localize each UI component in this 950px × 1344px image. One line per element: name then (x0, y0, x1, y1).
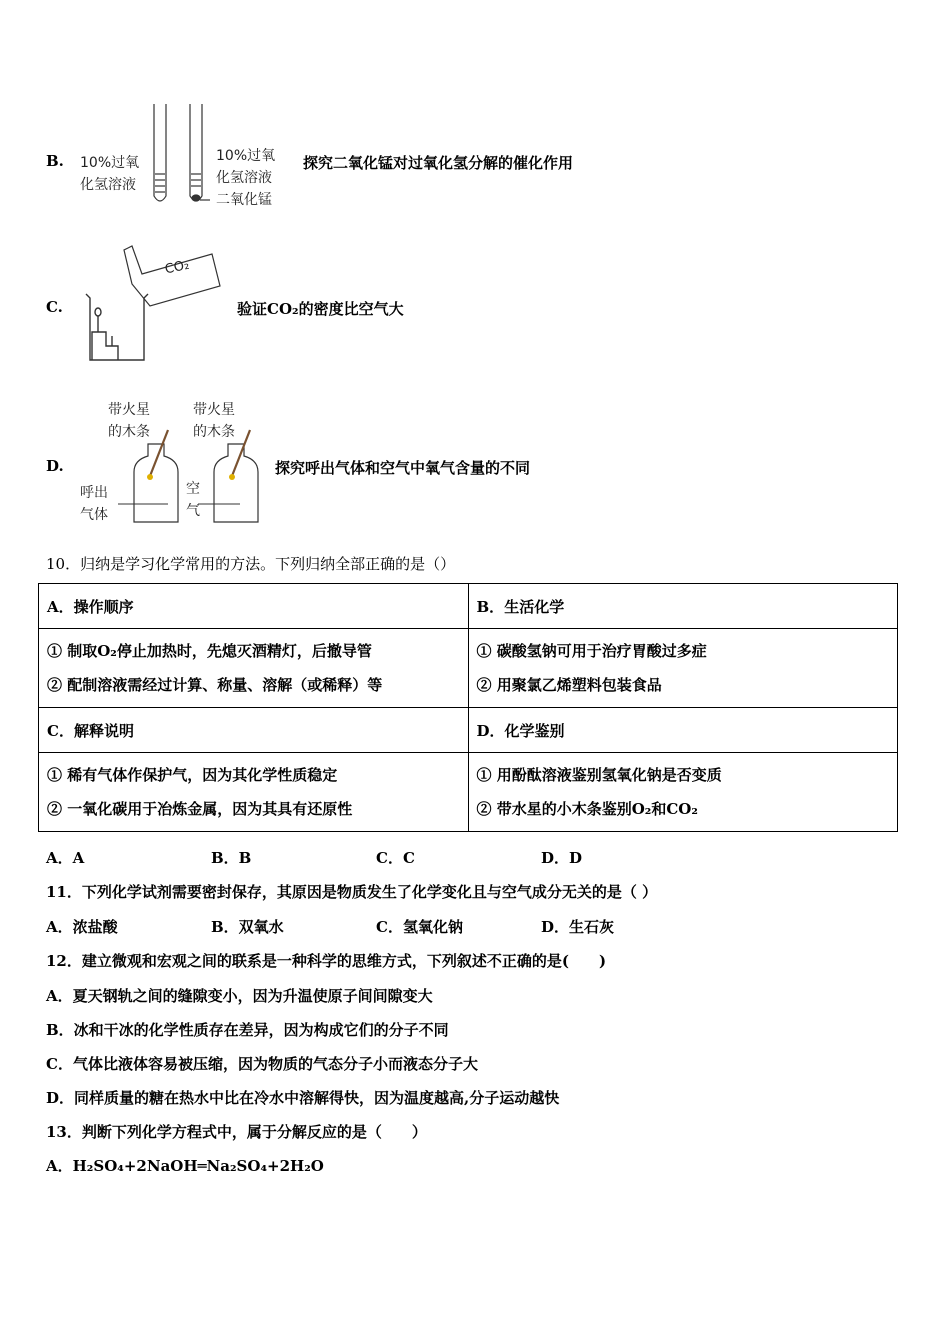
cell-c-head-letter: C． (47, 721, 74, 740)
right-stick-label-2: 的木条 (193, 424, 235, 440)
test-tubes-diagram (148, 100, 218, 212)
question-13-stem: 13．判断下列化学方程式中，属于分解反应的是（ ） (46, 1123, 427, 1141)
test-tube-left-label-2: 化氢溶液 (80, 177, 136, 193)
question-10-choice-a[interactable]: A．A (46, 849, 85, 867)
question-11-choice-d[interactable]: D．生石灰 (541, 918, 615, 936)
question-11-choice-b[interactable]: B．双氧水 (211, 918, 284, 936)
cell-c-item-2: ② 一氧化碳用于冶炼金属，因为其具有还原性 (47, 800, 353, 818)
question-11-stem: 11．下列化学试剂需要密封保存，其原因是物质发生了化学变化且与空气成分无关的是（ ） (46, 883, 658, 901)
option-d-letter: D. (46, 457, 64, 475)
gas-bottle-left-icon (134, 444, 178, 522)
option-b-caption: 探究二氧化锰对过氧化氢分解的催化作用 (303, 154, 574, 172)
cell-a-head (39, 584, 469, 629)
cell-d-item-1: ① 用酚酞溶液鉴别氢氧化钠是否变质 (476, 766, 722, 784)
test-tube-right-label-3: 二氧化锰 (216, 192, 272, 208)
question-11-choice-a[interactable]: A．浓盐酸 (46, 918, 118, 936)
question-12-choice-d[interactable]: D．同样质量的糖在热水中比在冷水中溶解得快，因为温度越高,分子运动越快 (46, 1089, 560, 1107)
question-12-stem: 12．建立微观和宏观之间的联系是一种科学的思维方式，下列叙述不正确的是( ) (46, 952, 607, 970)
cell-d-head-title: 化学鉴别 (504, 721, 565, 740)
cell-c-head (39, 708, 469, 753)
option-b-letter: B. (46, 152, 64, 170)
right-gas-label-1: 空 (186, 481, 200, 497)
question-10-choice-c[interactable]: C．C (376, 849, 415, 867)
cell-b-head (468, 584, 898, 629)
option-c-caption: 验证CO₂的密度比空气大 (237, 300, 404, 318)
test-tube-right-icon (190, 104, 210, 201)
question-12-choice-c[interactable]: C．气体比液体容易被压缩，因为物质的气态分子小而液态分子大 (46, 1055, 478, 1073)
wooden-stick-right-icon (232, 430, 250, 476)
question-11-choice-c[interactable]: C．氢氧化钠 (376, 918, 463, 936)
question-10-choice-d[interactable]: D．D (541, 849, 583, 867)
cell-d-head-letter: D． (476, 721, 505, 740)
left-stick-label-1: 带火星 (108, 402, 150, 418)
cell-a-body (39, 629, 469, 708)
cell-a-item-2: ② 配制溶液需经过计算、称量、溶解（或稀释）等 (47, 676, 383, 694)
cell-b-item-2: ② 用聚氯乙烯塑料包装食品 (476, 676, 662, 694)
cell-c-body (39, 753, 469, 832)
gas-bottle-right-icon (214, 444, 258, 522)
right-gas-label-2: 气 (186, 503, 200, 519)
option-d-caption: 探究呼出气体和空气中氧气含量的不同 (275, 459, 531, 477)
question-10-table (38, 583, 898, 832)
wooden-stick-left-icon (150, 430, 168, 476)
question-13-choice-a[interactable]: A．H₂SO₄+2NaOH═Na₂SO₄+2H₂O (46, 1157, 324, 1175)
right-stick-label-1: 带火星 (193, 402, 235, 418)
cell-a-head-letter: A． (47, 597, 74, 616)
test-tube-right-label-1: 10%过氧 (216, 148, 276, 164)
cell-d-head (468, 708, 898, 753)
left-stick-label-2: 的木条 (108, 424, 150, 440)
ember-left-icon (147, 474, 153, 480)
test-tube-left-icon (154, 104, 166, 201)
beaker-icon (86, 294, 148, 360)
cell-c-head-title: 解释说明 (73, 721, 134, 740)
cell-a-head-title: 操作顺序 (73, 597, 134, 616)
cell-c-item-1: ① 稀有气体作保护气，因为其化学性质稳定 (47, 766, 338, 784)
cell-b-body (468, 629, 898, 708)
question-12-choice-b[interactable]: B．冰和干冰的化学性质存在差异，因为构成它们的分子不同 (46, 1021, 449, 1039)
question-10-choice-b[interactable]: B．B (211, 849, 252, 867)
cell-d-item-2: ② 带水星的小木条鉴别O₂和CO₂ (476, 800, 698, 818)
co2-bottle-label: CO₂ (163, 257, 191, 278)
question-12-choice-a[interactable]: A．夏天钢轨之间的缝隙变小，因为升温使原子间间隙变大 (46, 987, 433, 1005)
test-tube-left-label-1: 10%过氧 (80, 155, 140, 171)
test-tube-right-label-2: 化氢溶液 (216, 170, 272, 186)
cell-b-head-letter: B． (476, 597, 505, 616)
question-10-stem: 10．归纳是学习化学常用的方法。下列归纳全部正确的是（） (46, 555, 456, 573)
left-gas-label-1: 呼出 (80, 485, 108, 501)
option-c-letter: C. (46, 298, 63, 316)
left-gas-label-2: 气体 (80, 507, 108, 523)
cell-a-item-1: ① 制取O₂停止加热时，先熄灭酒精灯，后撤导管 (47, 642, 372, 660)
cell-b-item-1: ① 碳酸氢钠可用于治疗胃酸过多症 (476, 642, 707, 660)
co2-beaker-diagram (84, 236, 224, 364)
ember-right-icon (229, 474, 235, 480)
cell-d-body (468, 753, 898, 832)
cell-b-head-title: 生活化学 (504, 597, 565, 616)
